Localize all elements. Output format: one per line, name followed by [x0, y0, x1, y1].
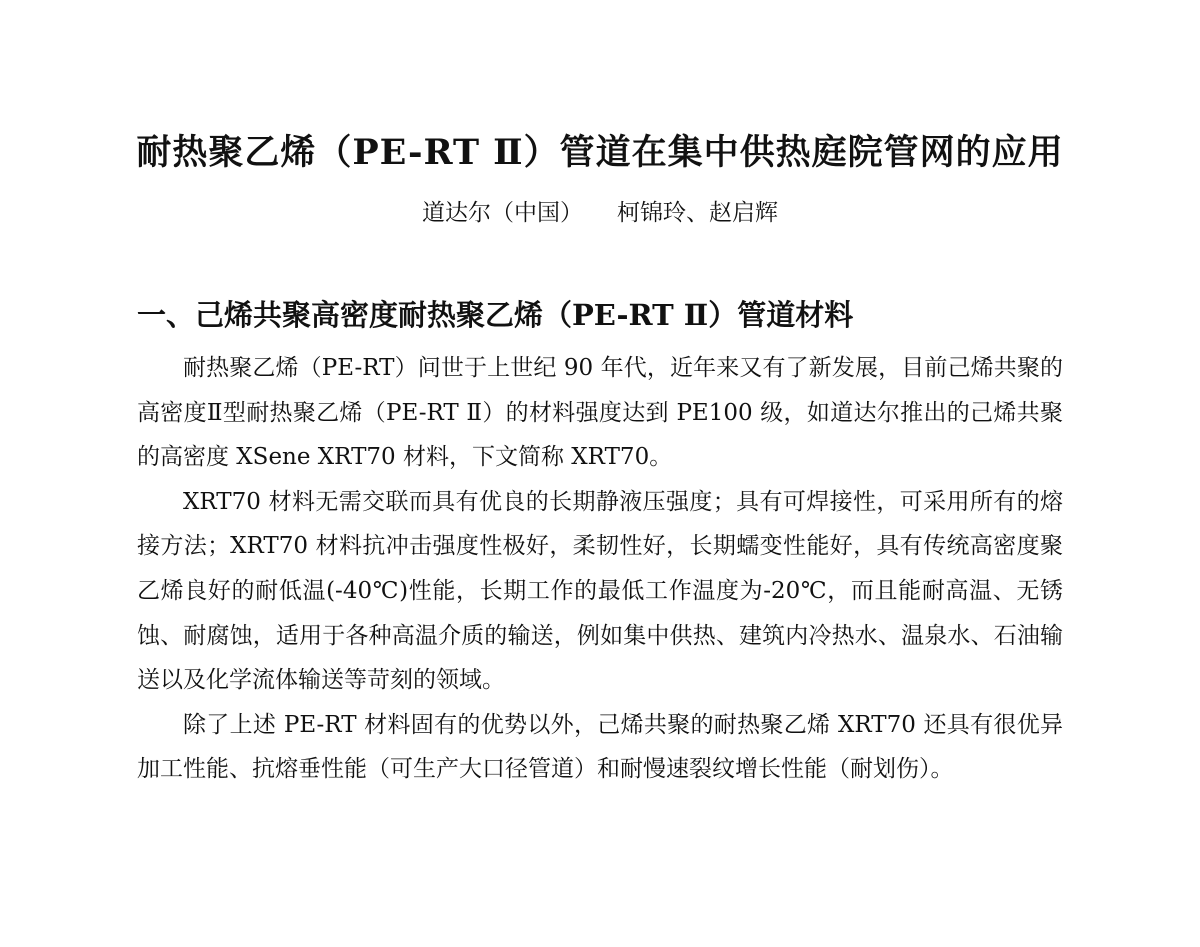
- author-line: [0, 196, 1200, 230]
- paragraph: 耐热聚乙烯（PE-RT）问世于上世纪 90 年代，近年来又有了新发展，目前己烯共聚的高密度Ⅱ型耐热聚乙烯（PE-RT Ⅱ）的材料强度达到 PE100 级，如道达尔推出的己烯共聚的高密度 XSene XRT70 材料，下文简称 XRT70。: [137, 355, 1063, 471]
- author-affiliation: 道达尔（中国）: [422, 200, 583, 226]
- section-heading: 一、己烯共聚高密度耐热聚乙烯（PE-RT Ⅱ）管道材料: [137, 298, 854, 332]
- document-title: 耐热聚乙烯（PE-RT Ⅱ）管道在集中供热庭院管网的应用: [136, 132, 1064, 173]
- paragraph: 除了上述 PE-RT 材料固有的优势以外，己烯共聚的耐热聚乙烯 XRT70 还具有很优异加工性能、抗熔垂性能（可生产大口径管道）和耐慢速裂纹增长性能（耐划伤）。: [137, 711, 1063, 783]
- author-names: 柯锦玲、赵启辉: [617, 200, 778, 226]
- body-text: [137, 346, 1063, 792]
- paragraph: XRT70 材料无需交联而具有优良的长期静液压强度；具有可焊接性，可采用所有的熔接方法；XRT70 材料抗冲击强度性极好，柔韧性好，长期蠕变性能好，具有传统高密度聚乙烯良好的耐低温(-40℃)性能，长期工作的最低工作温度为-20℃，而且能耐高温、无锈蚀、耐腐蚀，适用于各种高温介质的输送，例如集中供热、建筑内冷热水、温泉水、石油输送以及化学流体输送等苛刻的领域。: [137, 488, 1063, 694]
